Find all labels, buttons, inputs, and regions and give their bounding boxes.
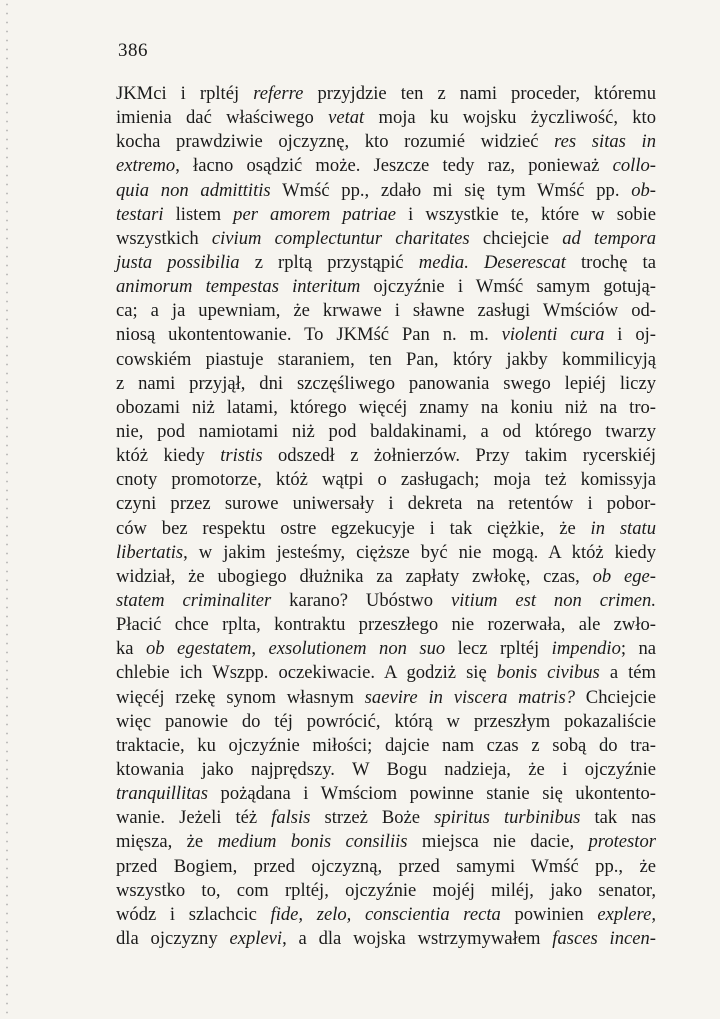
latin-phrase: fasces incen- xyxy=(552,927,656,949)
text-line xyxy=(116,879,656,903)
text-line xyxy=(116,710,656,734)
text-line xyxy=(116,686,656,710)
latin-phrase: justa possibilia xyxy=(116,251,240,273)
text-line xyxy=(116,348,656,372)
text-segment: i wszystkie te, które w sobie xyxy=(396,203,657,225)
text-line xyxy=(116,806,656,830)
text-segment: któż kiedy xyxy=(116,445,221,467)
text-segment: wszystko to, com rpltéj, ojczyźnie mojéj miléj, jako senator, xyxy=(116,879,656,901)
body-text xyxy=(116,82,656,951)
latin-phrase: exsolutionem non suo xyxy=(268,638,446,660)
text-segment: nie, pod namiotami niż pod baldakinami, a od którego twarzy xyxy=(116,420,656,442)
latin-phrase: saevire in viscera matris? xyxy=(364,686,576,708)
text-line xyxy=(116,203,656,227)
text-segment: imienia dać właściwego xyxy=(116,107,329,129)
text-segment: mięsza, że xyxy=(116,831,218,853)
text-segment: i oj- xyxy=(604,324,656,346)
text-line xyxy=(116,492,656,516)
text-segment: Chciejcie xyxy=(575,686,657,708)
latin-phrase: collo- xyxy=(612,155,656,177)
text-segment: kocha prawdziwie ojczyznę, kto rozumié widzieć xyxy=(116,131,555,153)
latin-phrase: falsis xyxy=(271,807,311,829)
latin-phrase: tranquillitas xyxy=(116,783,208,805)
text-line xyxy=(116,903,656,927)
latin-phrase: referre xyxy=(253,83,304,104)
latin-phrase: in statu xyxy=(590,517,656,539)
text-line xyxy=(116,179,656,203)
text-segment: dla ojczyzny xyxy=(116,927,230,949)
text-line xyxy=(116,154,656,178)
latin-phrase: res sitas in xyxy=(554,131,656,153)
text-line xyxy=(116,830,656,854)
text-line xyxy=(116,758,656,782)
text-segment: chciejcie xyxy=(469,227,563,249)
text-segment: z rpltą przystąpić xyxy=(239,251,419,273)
text-line xyxy=(116,661,656,685)
latin-phrase: ad tempora xyxy=(562,227,657,249)
text-segment: Wmść pp., zdało mi się tym Wmść pp. xyxy=(270,179,632,201)
text-line xyxy=(116,130,656,154)
text-segment: ka xyxy=(116,638,146,660)
text-line xyxy=(116,227,656,251)
text-segment: moja ku wojsku życzliwość, kto xyxy=(364,107,656,129)
latin-phrase: extremo xyxy=(116,155,176,177)
text-line xyxy=(116,589,656,613)
text-segment: strzeż Boże xyxy=(310,807,435,829)
latin-phrase: ob ege- xyxy=(592,565,656,587)
latin-phrase: impendio xyxy=(551,638,621,660)
text-segment: , w jakim jesteśmy, cięższe być nie mogą. A któż kiedy xyxy=(183,541,656,563)
page-number: 386 xyxy=(118,40,148,61)
latin-phrase: civium complectuntur charitates xyxy=(211,227,470,249)
text-segment: ca; a ja upewniam, że krwawe i sławne zasługi Wmściów od- xyxy=(116,300,656,322)
latin-phrase: media. Deserescat xyxy=(418,251,566,273)
margin-dotted-line xyxy=(6,0,8,1019)
text-segment: a tém xyxy=(599,662,657,684)
text-segment: JKMci i rpltéj xyxy=(116,83,254,104)
text-segment: lecz rpltéj xyxy=(445,638,552,660)
latin-phrase: quia non admittitis xyxy=(116,179,271,201)
latin-phrase: ob- xyxy=(631,179,656,201)
text-line xyxy=(116,251,656,275)
text-line xyxy=(116,82,656,106)
latin-phrase: fide, zelo, conscientia recta xyxy=(270,903,501,925)
text-segment: pożądana i Wmściom powinne stanie się ukontento- xyxy=(207,783,656,805)
text-line xyxy=(116,782,656,806)
text-segment: odszedł z żołnierzów. Przy takim rycerskiéj xyxy=(262,445,657,467)
text-line xyxy=(116,323,656,347)
latin-phrase: explere, xyxy=(597,903,656,925)
text-line xyxy=(116,396,656,420)
latin-phrase: spiritus turbinibus xyxy=(434,807,581,829)
latin-phrase: medium bonis consiliis xyxy=(217,831,408,853)
text-segment: traktacie, ku ojczyźnie miłości; dajcie nam czas z sobą do tra- xyxy=(116,734,656,756)
text-segment: niosą ukontentowanie. To JKMść Pan n. m. xyxy=(116,324,502,346)
text-segment: trochę ta xyxy=(565,251,656,273)
text-segment: cowskiém piastuje staraniem, ten Pan, który jakby kommilicyją xyxy=(116,348,656,370)
text-segment: obozami niż latami, którego więcéj znamy na koniu niż na tro- xyxy=(116,396,656,418)
text-segment: karano? Ubóstwo xyxy=(271,589,451,611)
text-segment: ojczyźnie i Wmść samym gotują- xyxy=(360,276,656,298)
text-line xyxy=(116,541,656,565)
text-segment: przyjdzie ten z nami proceder, któremu xyxy=(303,83,656,104)
latin-phrase: explevi xyxy=(229,927,283,949)
text-segment: ców bez respektu ostre egzekucyje i tak ciężkie, że xyxy=(116,517,591,539)
text-segment: Płacić chce rplta, kontraktu przeszłego nie rozerwała, ale zwło- xyxy=(116,614,656,636)
text-segment: tak nas xyxy=(580,807,656,829)
text-segment: cnoty promotorze, któż wątpi o zasługach; moja też komissyja xyxy=(116,469,656,491)
latin-phrase: per amorem patriae xyxy=(233,203,397,225)
text-line xyxy=(116,637,656,661)
text-segment: ktowania jako najprędszy. W Bogu nadzieja, że i ojczyźnie xyxy=(116,758,656,780)
text-line xyxy=(116,420,656,444)
text-segment: wszystkich xyxy=(116,227,212,249)
text-line xyxy=(116,734,656,758)
text-segment: ; na xyxy=(620,638,657,660)
latin-phrase: bonis civibus xyxy=(496,662,600,684)
text-segment: widział, że ubogiego dłużnika za zapłaty zwłokę, czas, xyxy=(116,565,593,587)
latin-phrase: tristis xyxy=(220,445,263,467)
text-segment: , xyxy=(251,638,269,660)
latin-phrase: violenti cura xyxy=(501,324,605,346)
text-segment: chlebie ich Wszpp. oczekiwacie. A godziż się xyxy=(116,662,497,684)
latin-phrase: statem criminaliter xyxy=(116,589,272,611)
latin-phrase: vetat xyxy=(328,107,365,129)
text-segment: , a dla wojska wstrzymywałem xyxy=(282,927,553,949)
text-line xyxy=(116,372,656,396)
latin-phrase: libertatis xyxy=(116,541,184,563)
latin-phrase: protestor xyxy=(588,831,656,853)
latin-phrase: ob egestatem xyxy=(146,638,252,660)
text-segment: powinien xyxy=(500,903,598,925)
text-line xyxy=(116,106,656,130)
text-line xyxy=(116,444,656,468)
latin-phrase: animorum tempestas interitum xyxy=(116,276,361,298)
text-segment: miejsca nie dacie, xyxy=(407,831,589,853)
latin-phrase: testari xyxy=(116,203,164,225)
text-segment: wanie. Jeżeli téż xyxy=(116,807,272,829)
text-line xyxy=(116,613,656,637)
text-line xyxy=(116,565,656,589)
text-segment: , łacno osądzić może. Jeszcze tedy raz, ponieważ xyxy=(175,155,613,177)
text-segment: wódz i szlachcic xyxy=(116,903,271,925)
text-segment: więcéj rzekę synom własnym xyxy=(116,686,365,708)
text-segment: więc panowie do téj powrócić, którą w przeszłym pokazaliście xyxy=(116,710,656,732)
text-line xyxy=(116,517,656,541)
text-line xyxy=(116,855,656,879)
text-line xyxy=(116,468,656,492)
text-line xyxy=(116,927,656,951)
text-line xyxy=(116,275,656,299)
text-segment: listem xyxy=(163,203,234,225)
latin-phrase: vitium est non crimen. xyxy=(450,589,656,611)
text-segment: z nami przyjął, dni szczęśliwego panowania swego lepiéj liczy xyxy=(116,372,656,394)
text-line xyxy=(116,299,656,323)
text-segment: przed Bogiem, przed ojczyzną, przed samymi Wmść pp., że xyxy=(116,855,656,877)
text-segment: czyni przez surowe uniwersały i dekreta na retentów i pobor- xyxy=(116,493,656,515)
